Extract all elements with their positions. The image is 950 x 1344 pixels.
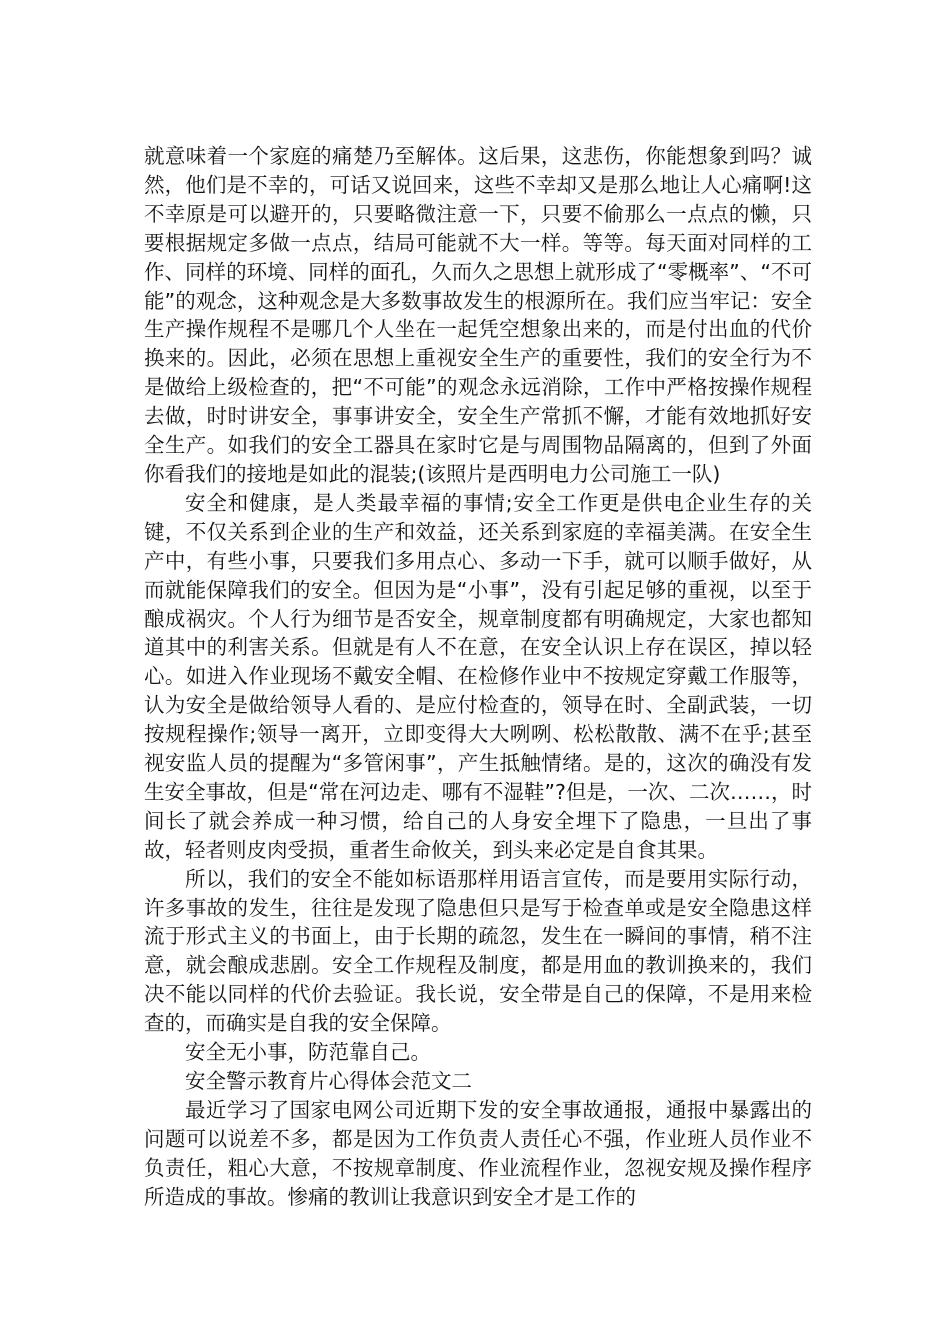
document-page: [144, 0, 812, 1344]
paragraph-5: 最近学习了国家电网公司近期下发的安全事故通报，通报中暴露出的问题可以说差不多，都是因为工作负责人责任心不强，作业班人员作业不负责任，粗心大意，不按规章制度、作业流程作业，忽视安规及操作程序所造成的事故。惨痛的教训让我意识到安全才是工作的: [144, 1097, 812, 1209]
document-body: [144, 0, 812, 1212]
paragraph-3: 所以，我们的安全不能如标语那样用语言宣传，而是要用实际行动，许多事故的发生，往往是发现了隐患但只是写于检查单或是安全隐患这样流于形式主义的书面上，由于长期的疏忽，发生在一瞬间的事情，稍不注意，就会酿成悲剧。安全工作规程及制度，都是用血的教训换来的，我们决不能以同样的代价去验证。我长说，安全带是自己的保障，不是用来检查的，而确实是自我的安全保障。: [144, 866, 812, 1036]
paragraph-1: 就意味着一个家庭的痛楚乃至解体。这后果，这悲伤，你能想象到吗？诚然，他们是不幸的，可话又说回来，这些不幸却又是那么地让人心痛啊!这不幸原是可以避开的，只要略微注意一下，只要不偷那么一点点的懒，只要根据规定多做一点点，结局可能就不大一样。等等。每天面对同样的工作、同样的环境、同样的面孔，久而久之思想上就形成了“零概率”、“不可能”的观念，这种观念是大多数事故发生的根源所在。我们应当牢记：安全生产操作规程不是哪几个人坐在一起凭空想象出来的，而是付出血的代价换来的。因此，必须在思想上重视安全生产的重要性，我们的安全行为不是做给上级检查的，把“不可能”的观念永远消除，工作中严格按操作规程去做，时时讲安全，事事讲安全，安全生产常抓不懈，才能有效地抓好安全生产。如我们的安全工器具在家时它是与周围物品隔离的，但到了外面你看我们的接地是如此的混装;(该照片是西明电力公司施工一队): [144, 144, 812, 486]
section-heading: 安全警示教育片心得体会范文二: [185, 1069, 472, 1093]
paragraph-2: 安全和健康，是人类最幸福的事情;安全工作更是供电企业生存的关键，不仅关系到企业的生产和效益，还关系到家庭的幸福美满。在安全生产中，有些小事，只要我们多用点心、多动一下手，就可以顺手做好，从而就能保障我们的安全。但因为是“小事”，没有引起足够的重视，以至于酿成祸灾。个人行为细节是否安全，规章制度都有明确规定，大家也都知道其中的利害关系。但就是有人不在意，在安全认识上存在误区，掉以轻心。如进入作业现场不戴安全帽、在检修作业中不按规定穿戴工作服等，认为安全是做给领导人看的、是应付检查的，领导在时、全副武装，一切按规程操作;领导一离开，立即变得大大咧咧、松松散散、满不在乎;甚至视安监人员的提醒为“多管闲事”，产生抵触情绪。是的，这次的确没有发生安全事故，但是“常在河边走、哪有不湿鞋”?但是，一次、二次……，时间长了就会养成一种习惯，给自己的人身安全埋下了隐患，一旦出了事故，轻者则皮肉受损，重者生命攸关，到头来必定是自食其果。: [144, 490, 812, 862]
paragraph-4: 安全无小事，防范靠自己。: [185, 1040, 431, 1065]
